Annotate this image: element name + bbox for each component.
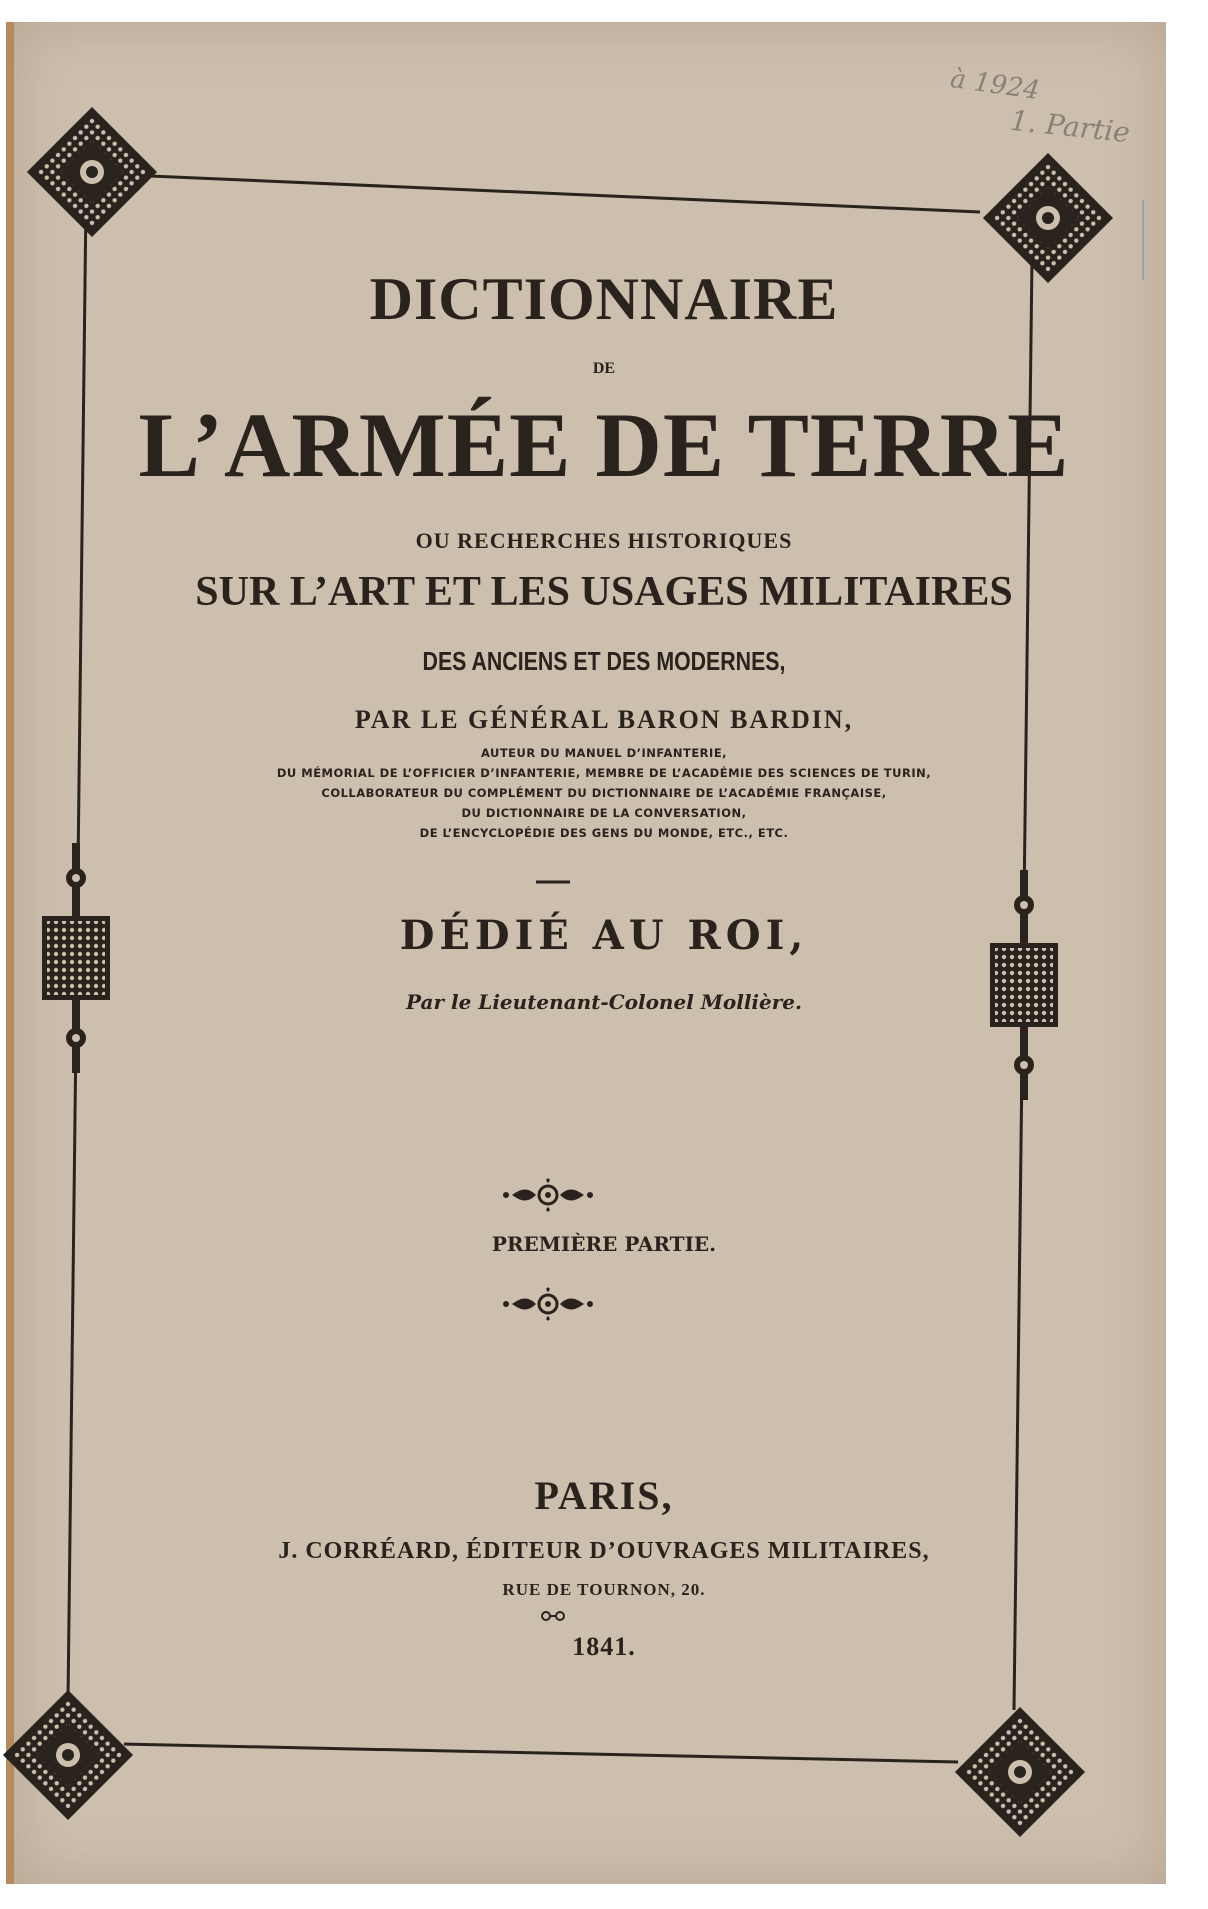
author-credit: AUTEUR DU MANUEL D’INFANTERIE,	[480, 746, 728, 760]
title-de: DE	[592, 360, 616, 377]
side-ornament-right	[990, 870, 1058, 1100]
main-title: L’ARMÉE DE TERRE	[138, 394, 1070, 496]
annotation-line-1: à 1924	[948, 63, 1042, 107]
small-divider	[542, 1612, 564, 1620]
dedication: DÉDIÉ AU ROI,	[399, 912, 809, 959]
author-credit: DU MÉMORIAL DE L’OFFICIER D’INFANTERIE, MEMBRE DE L’ACADÉMIE DES SCIENCES DE TURIN,	[276, 766, 932, 780]
fleuron-top	[503, 1179, 593, 1212]
subtitle-line-2: SUR L’ART ET LES USAGES MILITAIRES	[195, 569, 1013, 615]
pencil-annotation	[948, 63, 1132, 150]
author-byline: PAR LE GÉNÉRAL BARON BARDIN,	[354, 705, 854, 734]
imprint-year: 1841.	[572, 1632, 636, 1661]
author-credit: COLLABORATEUR DU COMPLÉMENT DU DICTIONNAIRE DE L’ACADÉMIE FRANÇAISE,	[321, 786, 887, 800]
imprint-city: PARIS,	[534, 1473, 674, 1518]
dedication-by: Par le Lieutenant-Colonel Mollière.	[406, 990, 802, 1014]
corner-ornament-top-right	[983, 153, 1113, 283]
title-dictionnaire: DICTIONNAIRE	[369, 266, 839, 332]
fleuron-bottom	[503, 1288, 593, 1321]
imprint-publisher: J. CORRÉARD, ÉDITEUR D’OUVRAGES MILITAIRES,	[278, 1538, 930, 1564]
subtitle-line-3: DES ANCIENS ET DES MODERNES,	[422, 646, 786, 676]
corner-ornament-top-left	[27, 107, 157, 237]
author-credit: DE L’ENCYCLOPÉDIE DES GENS DU MONDE, ETC., ETC.	[419, 826, 789, 840]
corner-ornament-bottom-right	[955, 1707, 1085, 1837]
corner-ornament-bottom-left	[3, 1690, 133, 1820]
author-credit: DU DICTIONNAIRE DE LA CONVERSATION,	[461, 806, 747, 820]
imprint-address: RUE DE TOURNON, 20.	[502, 1580, 706, 1599]
part-label: PREMIÈRE PARTIE.	[491, 1232, 717, 1256]
annotation-line-2: 1. Partie	[1008, 103, 1132, 150]
subtitle-line-1: OU RECHERCHES HISTORIQUES	[415, 528, 793, 553]
